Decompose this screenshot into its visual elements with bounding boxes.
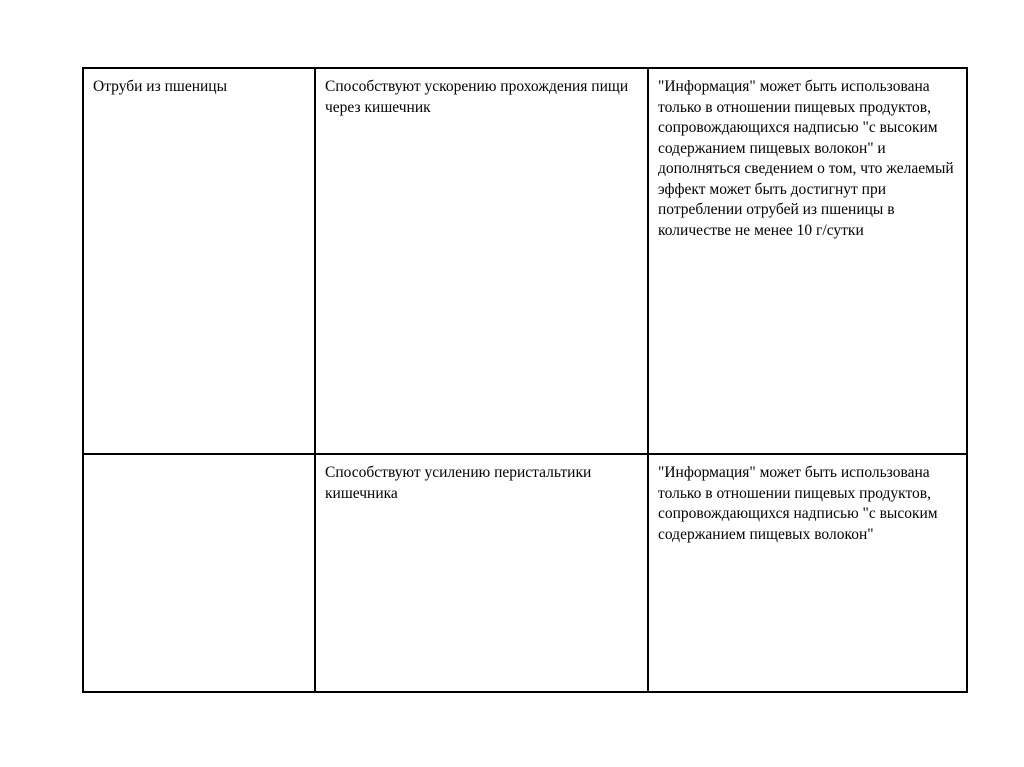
condition-text: "Информация" может быть использована только в отношении пищевых продуктов, сопровождающихся надписью "с высоким содержанием пищевых волокон" и дополняться сведением о том, что желаемый эффект может быть достигнут при потреблении отрубей из пшеницы в количестве не менее 10 г/сутки [658,78,954,239]
health-claims-table [82,67,968,693]
effect-text: Способствуют ускорению прохождения пищи через кишечник [325,78,629,116]
table-row [83,68,967,454]
condition-cell [648,454,967,692]
product-cell [83,68,315,454]
condition-text: "Информация" может быть использована только в отношении пищевых продуктов, сопровождающихся надписью "с высоким содержанием пищевых волокон" [658,464,938,543]
condition-cell [648,68,967,454]
effect-text: Способствуют усилению перистальтики кишечника [325,464,592,502]
effect-cell [315,454,648,692]
product-name: Отруби из пшеницы [93,78,228,95]
table-row [83,454,967,692]
product-cell [83,454,315,692]
effect-cell [315,68,648,454]
